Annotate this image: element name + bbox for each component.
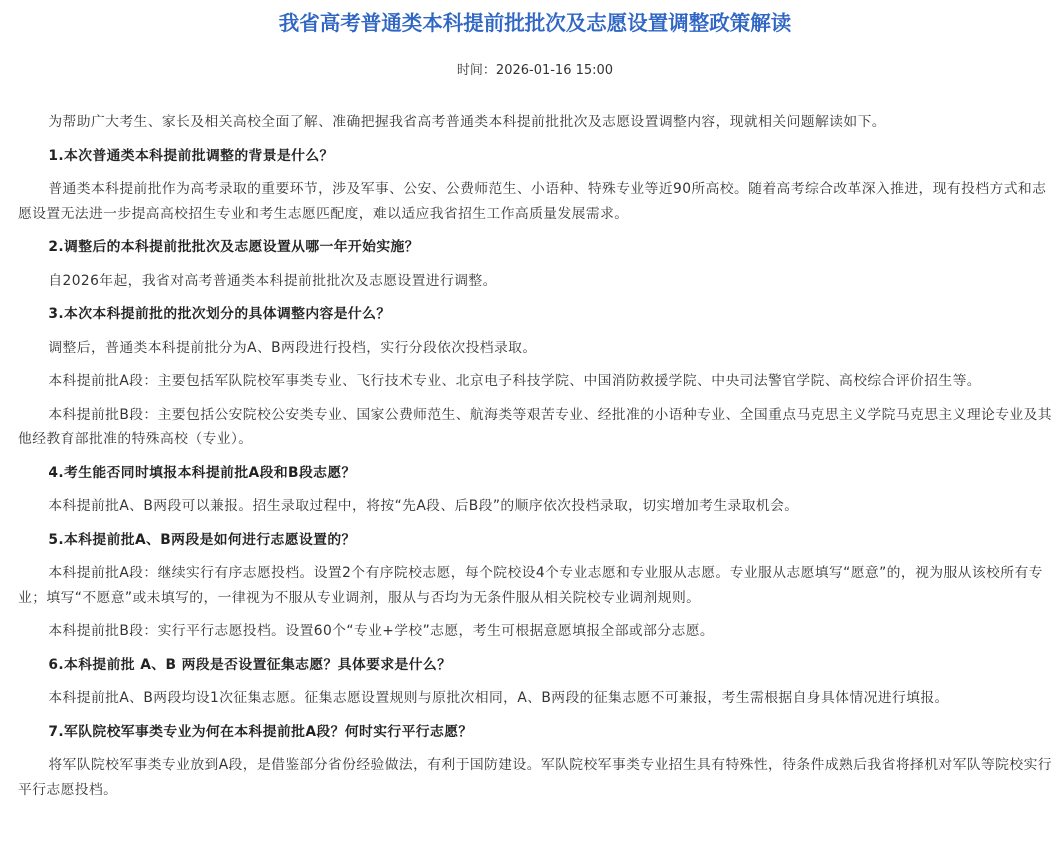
answer-paragraph-4: 本科提前批A、B两段可以兼报。招生录取过程中，将按“先A段、后B段”的顺序依次投档录取，切实增加考生录取机会。 [48,498,799,514]
answer-paragraph-6: 本科提前批A、B两段均设1次征集志愿。征集志愿设置规则与原批次相同，A、B两段的征集志愿不可兼报，考生需根据自身具体情况进行填报。 [48,690,949,706]
question-heading-7: 7.军队院校军事类专业为何在本科提前批A段？何时实行平行志愿？ [48,723,473,740]
answer-paragraph-3a: 本科提前批A段：主要包括军队院校军事类专业、飞行技术专业、北京电子科技学院、中国消防救援学院、中央司法警官学院、高校综合评价招生等。 [48,373,981,389]
publish-time: 时间：2026-01-16 15:00 [456,63,614,78]
question-heading-1: 1.本次普通类本科提前批调整的背景是什么？ [48,147,334,164]
intro-paragraph: 为帮助广大考生、家长及相关高校全面了解、准确把握我省高考普通类本科提前批批次及志愿设置调整内容，现就相关问题解读如下。 [48,114,886,130]
answer-paragraph-1: 普通类本科提前批作为高考录取的重要环节，涉及军事、公安、公费师范生、小语种、特殊专业等近90所高校。随着高考综合改革深入推进，现有投档方式和志愿设置无法进一步提高高校招生专业和考生志愿匹配度，难以适应我省招生工作高质量发展需求。 [18,181,1047,222]
answer-paragraph-2: 自2026年起，我省对高考普通类本科提前批批次及志愿设置进行调整。 [48,272,497,289]
article-content [18,110,1052,802]
question-heading-6: 6.本科提前批 A、B 两段是否设置征集志愿？具体要求是什么？ [48,656,452,673]
answer-paragraph-3: 调整后，普通类本科提前批分为A、B两段进行投档，实行分段依次投档录取。 [48,339,537,356]
question-heading-3: 3.本次本科提前批的批次划分的具体调整内容是什么？ [48,306,391,322]
answer-paragraph-3b: 本科提前批B段：主要包括公安院校公安类专业、国家公费师范生、航海类等艰苦专业、经批准的小语种专业、全国重点马克思主义学院马克思主义理论专业及其他经教育部批准的特殊高校（专业）。 [18,406,1053,447]
question-heading-5: 5.本科提前批A、B两段是如何进行志愿设置的？ [48,531,356,548]
answer-paragraph-5b: 本科提前批B段：实行平行志愿投档。设置60个“专业+学校”志愿，考生可根据意愿填报全部或部分志愿。 [48,623,715,639]
question-heading-2: 2.调整后的本科提前批批次及志愿设置从哪一年开始实施？ [48,239,419,255]
article [18,0,1052,811]
article-title: 我省高考普通类本科提前批批次及志愿设置调整政策解读 [278,11,792,35]
question-heading-4: 4.考生能否同时填报本科提前批A段和B段志愿？ [48,464,356,481]
answer-paragraph-5a: 本科提前批A段：继续实行有序志愿投档。设置2个有序院校志愿，每个院校设4个专业志愿和专业服从志愿。专业服从志愿填写“愿意”的，视为服从该校所有专业；填写“不愿意”或未填写的，一律视为不服从专业调剂，服从与否均为无条件服从相关院校专业调剂规则。 [18,565,1043,606]
answer-paragraph-7: 将军队院校军事类专业放到A段，是借鉴部分省份经验做法，有利于国防建设。军队院校军事类专业招生具有特殊性，待条件成熟后我省将择机对军队等院校实行平行志愿投档。 [18,757,1052,798]
